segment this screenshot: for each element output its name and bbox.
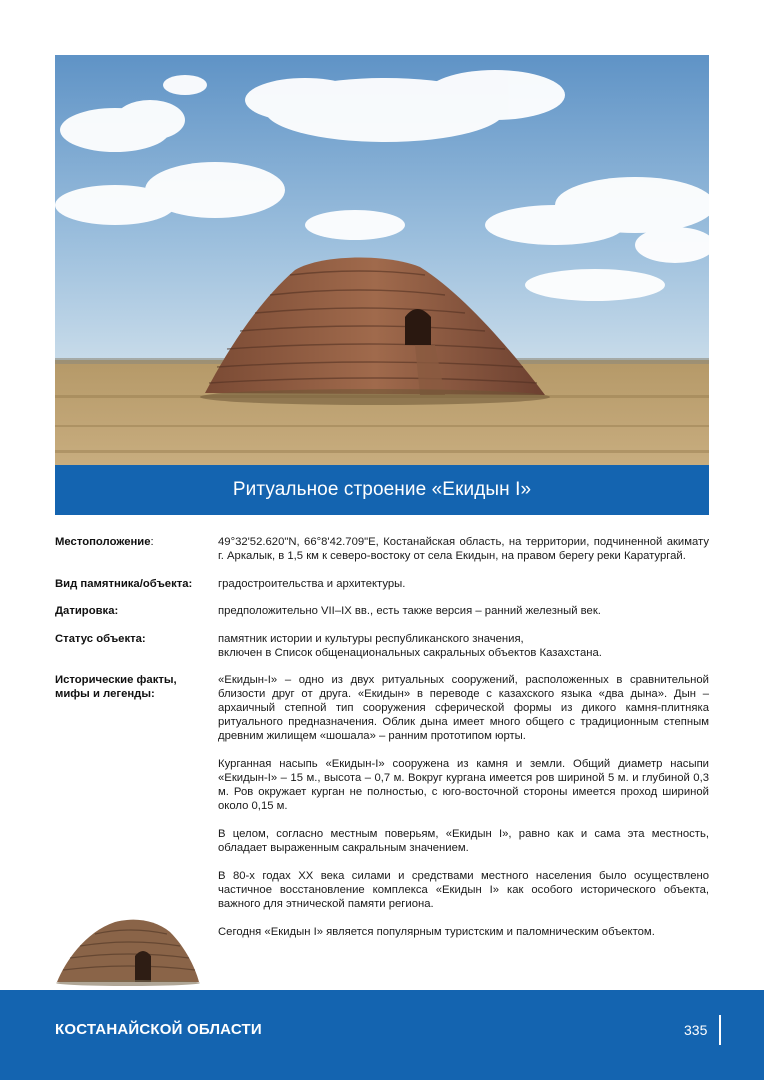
history-text [218,673,709,953]
status-value [218,632,709,660]
dome-thumbnail [55,912,201,986]
monument-photo [55,55,709,465]
history-paragraph-3: В целом, согласно местным поверьям, «Екидын I», равно как и сама эта местность, обладает выраженным сакральным значением. [218,828,709,854]
history-paragraph-1: «Екидын-I» – одно из двух ритуальных сооружений, расположенных в сравнительной близости друг от друга. «Екидын» в переводе с казахского языка «два дына». Дын – архаичный степной тип сооружения сферической формы из дикого камня-плитняка ритуального предназначения. Облик дына имеет много общего с традиционным степным древним жилищем «шошала» – ранним прототипом юрты. [218,674,709,742]
history-label-line-2: мифы и легенды: [55,688,155,700]
status-label: Статус объекта: [55,633,146,645]
location-label [55,535,205,549]
status-value-line-2: включен в Список общенациональных сакральных объектов Казахстана. [218,647,602,659]
location-value: 49°32'52.620"N, 66°8'42.709"E, Костанайская область, на территории, подчиненной акимату г. Аркалык, в 1,5 км к северо-востоку от села Екидын, на правом берегу реки Каратургай. [218,536,709,562]
status-value-line-1: памятник истории и культуры республиканского значения, [218,633,524,645]
history-paragraph-4: В 80-х годах XX века силами и средствами местного населения было осуществлено частичное восстановление комплекса «Екидын I» как особого исторического объекта, важного для этнической памяти региона. [218,870,709,910]
history-label-line-1: Исторические факты, [55,674,177,686]
history-paragraph-5: Сегодня «Екидын I» является популярным туристским и паломническим объектом. [218,926,655,938]
location-label-text: Местоположение [55,536,151,548]
history-paragraph-2: Курганная насыпь «Екидын-I» сооружена из камня и земли. Общий диаметр насыпи «Екидын-I» – 15 м., высота – 0,7 м. Вокруг кургана имеется ров шириной 5 м. и глубиной 0,3 м. Ров окружает курган не полностью, с юго-восточной стороны имеется проход шириной около 0,15 м. [218,758,709,812]
title-band [55,465,709,515]
footer-region: КОСТАНАЙСКОЙ ОБЛАСТИ [55,1021,262,1038]
dating-label: Датировка: [55,605,119,617]
location-label-colon: : [150,536,154,548]
type-value: градостроительства и архитектуры. [218,578,406,590]
monument-title: Ритуальное строение «Екидын I» [232,479,532,500]
type-label: Вид памятника/объекта: [55,578,193,590]
page-divider [719,1015,721,1045]
history-label [55,673,205,701]
page-number: 335 [684,1022,708,1038]
dating-value: предположительно VII–IX вв., есть также версия – ранний железный век. [218,605,601,617]
